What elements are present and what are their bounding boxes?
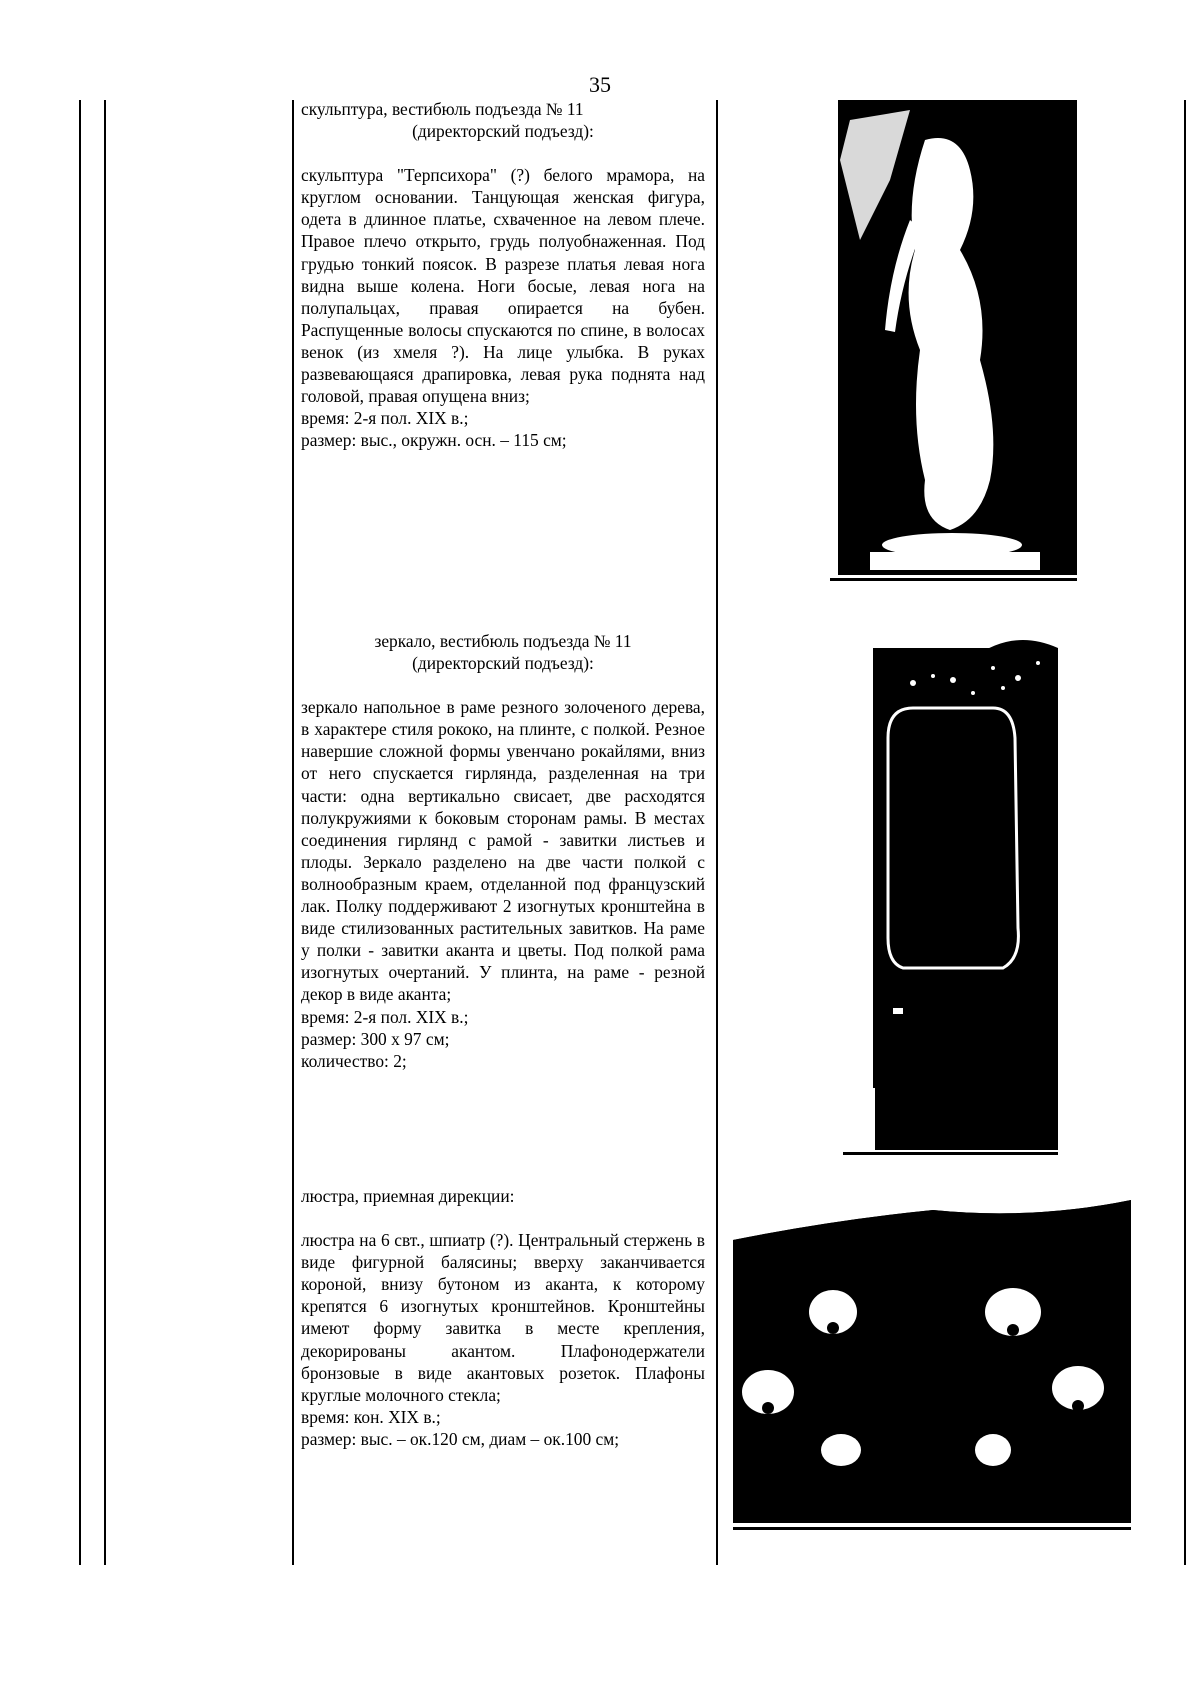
photo-underline — [843, 1152, 1058, 1155]
entry-quantity: количество: 2; — [301, 1050, 407, 1071]
entry-description: зеркало напольное в раме резного золоченого дерева, в характере стиля рококо, на плинте, с полкой. Резное навершие сложной формы увенчано рокайлями, вниз от него спускается гирлянда, разделенная на три части: одна вертикально свисает, две расходятся полукружиями к боковым сторонам рамы. В местах соединения гирлянд с рамой - завитки листьев и плоды. Зеркало разделено на две части полкой с волнообразным краем, отделанной под французский лак. Полку поддерживают 2 изогнутых кронштейна в виде стилизованных растительных завитков. На раме у полки - завитки аканта и цветы. Под полкой рама изогнутых очертаний. У плинта, на раме - резной декор в виде аканта; — [301, 697, 705, 1005]
entry-heading: скульптура, вестибюль подъезда № 11 — [301, 99, 584, 119]
entry-description: скульптура "Терпсихора" (?) белого мрамора, на круглом основании. Танцующая женская фигура, одета в длинное платье, схваченное на левом плече. Правое плечо открыто, грудь полуобнаженная. Под грудью тонкий поясок. В разрезе платья левая нога видна выше колена. Ноги босые, левая нога на полупальцах, правая опирается на бубен. Распущенные волосы спускаются по спине, в волосах венок (из хмеля ?). На лице улыбка. В руках развевающаяся драпировка, левая рука поднята над головой, правая опущена вниз; — [301, 165, 705, 407]
table-border-left-inner — [104, 100, 106, 1565]
photo-underline — [733, 1527, 1131, 1530]
entry-heading-sub: (директорский подъезд): — [412, 121, 594, 142]
sculpture-photo — [830, 100, 1077, 575]
table-column-divider — [292, 100, 294, 1565]
entry-description: люстра на 6 свт., шпиатр (?). Центральный стержень в виде фигурной балясины; вверху заканчивается короной, внизу бутоном из аканта, к которому крепятся 6 изогнутых кронштейнов. Кронштейны имеют форму завитка в месте крепления, декорированы акантом. Плафонодержатели бронзовые в виде акантовых розеток. Плафоны круглые молочного стекла; — [301, 1230, 705, 1405]
mirror-photo — [843, 628, 1058, 1150]
chandelier-photo — [733, 1180, 1131, 1523]
entry-heading: зеркало, вестибюль подъезда № 11 — [374, 631, 632, 651]
entry-mirror — [301, 630, 705, 1072]
entry-size: размер: выс. – ок.120 см, диам – ок.100 см; — [301, 1428, 620, 1449]
entry-heading-sub: (директорский подъезд): — [412, 653, 594, 674]
photo-underline — [830, 578, 1077, 581]
table-border-left-outer — [79, 100, 81, 1565]
page-number: 35 — [589, 72, 611, 97]
table-border-right — [1184, 100, 1186, 1565]
entry-time: время: 2-я пол. XIX в.; — [301, 408, 469, 429]
entry-time: время: 2-я пол. XIX в.; — [301, 1006, 469, 1027]
entry-chandelier — [301, 1185, 705, 1450]
table-column-divider — [716, 100, 718, 1565]
entry-size: размер: выс., окружн. осн. – 115 см; — [301, 430, 567, 451]
entry-heading: люстра, приемная дирекции: — [301, 1186, 515, 1206]
entry-size: размер: 300 х 97 см; — [301, 1028, 450, 1049]
entry-sculpture — [301, 98, 705, 451]
entry-time: время: кон. XIX в.; — [301, 1406, 441, 1427]
